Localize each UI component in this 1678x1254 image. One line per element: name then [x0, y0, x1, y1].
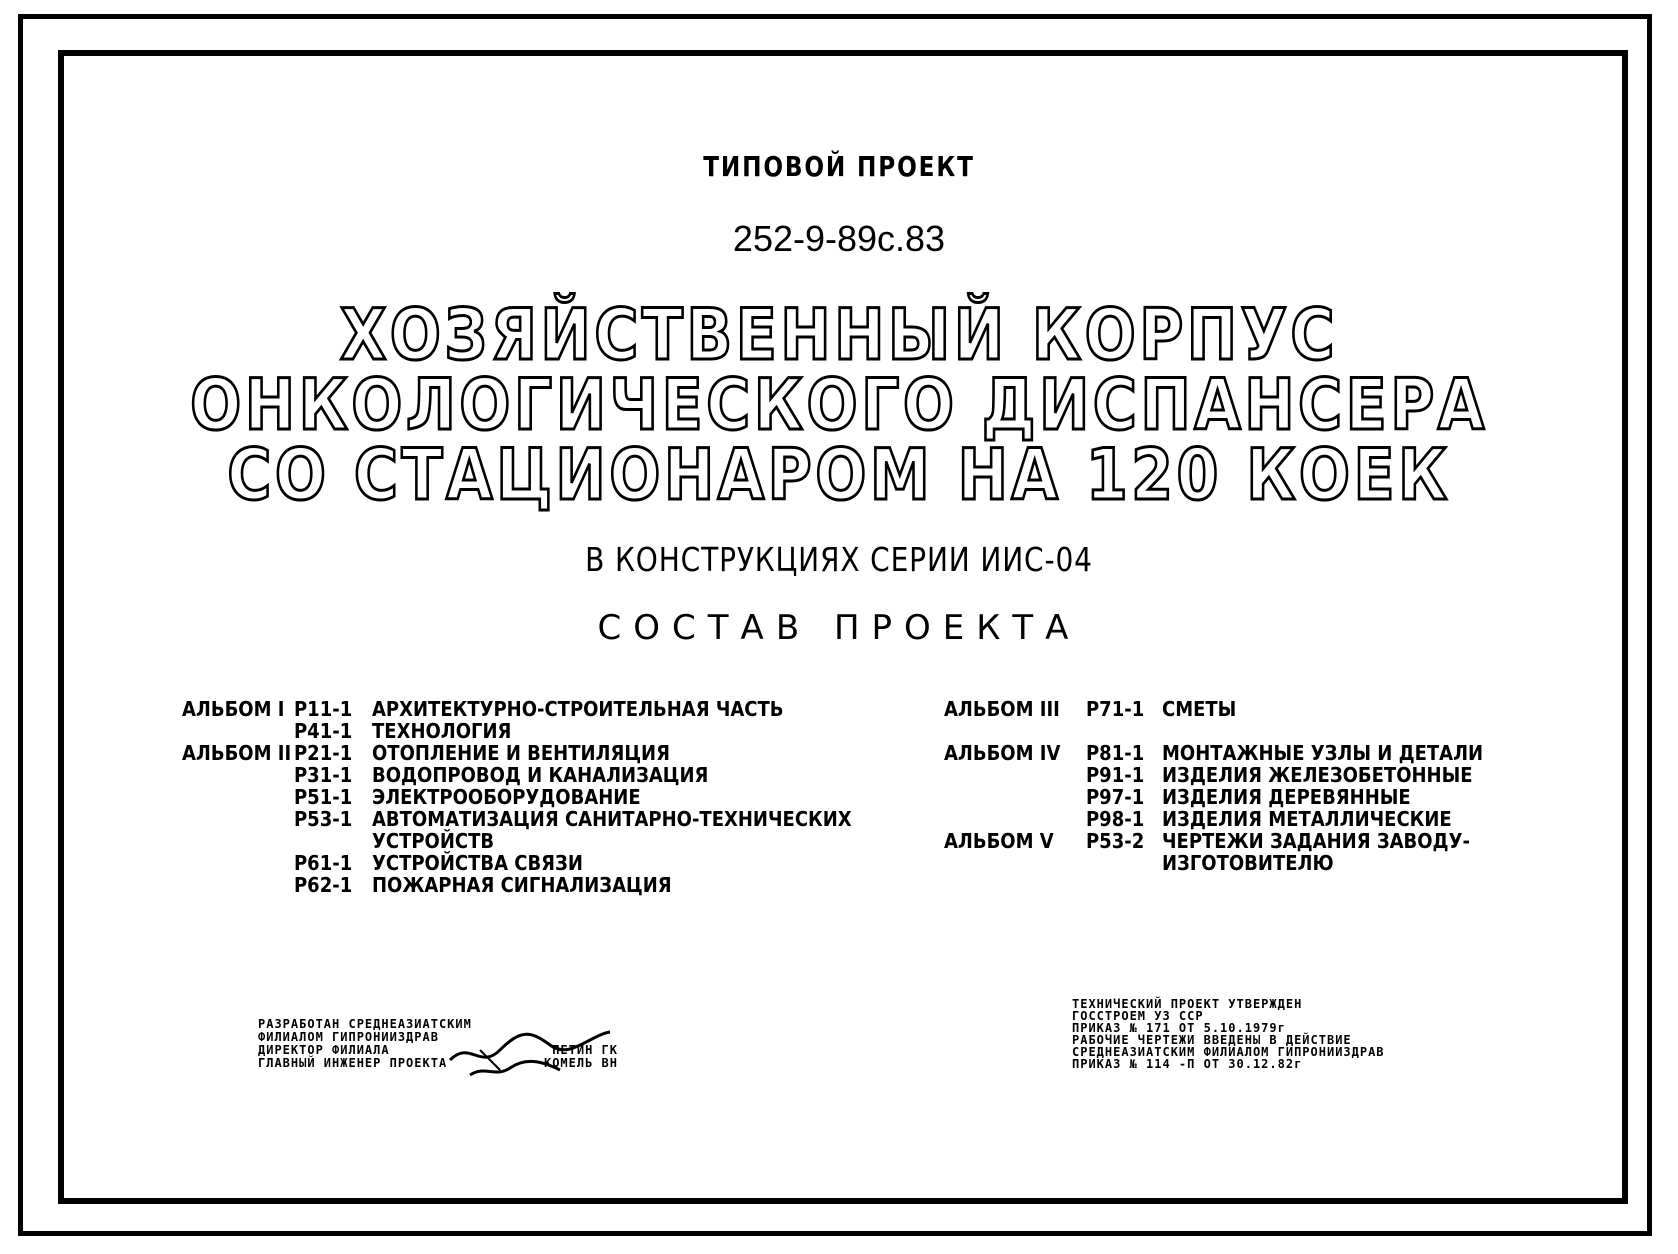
director-name: ПЕТИН ГК — [552, 1043, 618, 1057]
signature-icon — [440, 1020, 620, 1080]
doc-code: Р71-1 — [1086, 697, 1145, 721]
album-label: АЛЬБОМ IV — [944, 741, 1061, 765]
doc-code: Р51-1 — [294, 785, 353, 809]
title-line-2: ОНКОЛОГИЧЕСКОГО ДИСПАНСЕРА — [190, 364, 1488, 446]
doc-code: Р21-1 — [294, 741, 353, 765]
list-item — [944, 764, 1504, 786]
album-label: АЛЬБОМ V — [944, 829, 1054, 853]
title-line-3: СО СТАЦИОНАРОМ НА 120 КОЕК — [227, 434, 1451, 516]
approval-line: РАБОЧИЕ ЧЕРТЕЖИ ВВЕДЕНЫ В ДЕЙСТВИЕ — [1072, 1033, 1352, 1047]
doc-code: Р31-1 — [294, 763, 353, 787]
approval-line: СРЕДНЕАЗИАТСКИМ ФИЛИАЛОМ ГИПРОНИИЗДРАВ — [1072, 1045, 1385, 1059]
list-item — [182, 830, 842, 852]
doc-code: Р61-1 — [294, 851, 353, 875]
list-item — [182, 874, 842, 896]
developer-line: ФИЛИАЛОМ ГИПРОНИИЗДРАВ — [258, 1030, 439, 1044]
doc-title: ЧЕРТЕЖИ ЗАДАНИЯ ЗАВОДУ- — [1162, 829, 1470, 853]
doc-title: АРХИТЕКТУРНО-СТРОИТЕЛЬНАЯ ЧАСТЬ — [372, 697, 784, 721]
developer-line: РАЗРАБОТАН СРЕДНЕАЗИАТСКИМ — [258, 1017, 472, 1031]
doc-code: Р91-1 — [1086, 763, 1145, 787]
doc-title: ИЗДЕЛИЯ МЕТАЛЛИЧЕСКИЕ — [1162, 807, 1452, 831]
doc-title: ЭЛЕКТРООБОРУДОВАНИЕ — [372, 785, 641, 809]
list-item — [944, 742, 1504, 764]
approval-line: ПРИКАЗ № 114 -П ОТ 30.12.82г — [1072, 1057, 1303, 1071]
doc-title: ИЗДЕЛИЯ ЖЕЛЕЗОБЕТОННЫЕ — [1162, 763, 1473, 787]
approval-block — [1072, 998, 1385, 1070]
list-item — [944, 786, 1504, 808]
project-code: 252-9-89с.83 — [732, 218, 946, 259]
doc-title: УСТРОЙСТВ — [372, 829, 495, 853]
doc-title: ИЗГОТОВИТЕЛЮ — [1162, 851, 1334, 875]
title-line-1: ХОЗЯЙСТВЕННЫЙ КОРПУС — [339, 294, 1339, 376]
approval-line: ПРИКАЗ № 171 ОТ 5.10.1979г — [1072, 1021, 1286, 1035]
doc-code: Р11-1 — [294, 697, 353, 721]
list-item — [944, 852, 1504, 874]
list-item — [944, 720, 1504, 742]
approval-line: ТЕХНИЧЕСКИЙ ПРОЕКТ УТВЕРЖДЕН — [1072, 997, 1303, 1011]
project-title — [117, 294, 1560, 516]
doc-code: Р53-2 — [1086, 829, 1145, 853]
doc-code: Р98-1 — [1086, 807, 1145, 831]
doc-code: Р41-1 — [294, 719, 353, 743]
doc-title: АВТОМАТИЗАЦИЯ САНИТАРНО-ТЕХНИЧЕСКИХ — [372, 807, 852, 831]
list-item — [182, 807, 852, 831]
doc-title: ИЗДЕЛИЯ ДЕРЕВЯННЫЕ — [1162, 785, 1411, 809]
list-item — [182, 764, 842, 786]
project-kind: ТИПОВОЙ ПРОЕКТ — [703, 150, 975, 183]
section-title: СОСТАВ ПРОЕКТА — [597, 608, 1081, 648]
list-item — [944, 698, 1504, 720]
album-label: АЛЬБОМ III — [944, 697, 1060, 721]
chief-engineer-label: ГЛАВНЫЙ ИНЖЕНЕР ПРОЕКТА — [258, 1056, 448, 1070]
albums-left-list — [182, 697, 852, 897]
list-item — [182, 742, 842, 764]
album-label: АЛЬБОМ I — [182, 697, 285, 721]
doc-title: ПОЖАРНАЯ СИГНАЛИЗАЦИЯ — [372, 873, 672, 897]
list-item — [182, 698, 842, 720]
chief-engineer-name: КОМЕЛЬ ВН — [543, 1056, 618, 1070]
album-label: АЛЬБОМ II — [182, 741, 292, 765]
doc-title: МОНТАЖНЫЕ УЗЛЫ И ДЕТАЛИ — [1162, 741, 1484, 765]
list-item — [944, 830, 1504, 852]
construction-series: В КОНСТРУКЦИЯХ СЕРИИ ИИС-04 — [585, 540, 1093, 579]
list-item — [182, 786, 842, 808]
doc-title: СМЕТЫ — [1162, 697, 1237, 721]
doc-title: ВОДОПРОВОД И КАНАЛИЗАЦИЯ — [372, 763, 709, 787]
list-item — [182, 720, 842, 742]
director-label: ДИРЕКТОР ФИЛИАЛА — [258, 1043, 390, 1057]
doc-code: Р62-1 — [294, 873, 353, 897]
approval-line: ГОССТРОЕМ УЗ ССР — [1072, 1009, 1204, 1023]
doc-code: Р81-1 — [1086, 741, 1145, 765]
doc-title: ТЕХНОЛОГИЯ — [372, 719, 512, 743]
albums-right-list — [944, 698, 1504, 874]
doc-title: УСТРОЙСТВА СВЯЗИ — [372, 851, 583, 875]
doc-code: Р53-1 — [294, 807, 353, 831]
doc-code: Р97-1 — [1086, 785, 1145, 809]
list-item — [182, 852, 842, 874]
list-item — [944, 808, 1504, 830]
doc-title: ОТОПЛЕНИЕ И ВЕНТИЛЯЦИЯ — [372, 741, 670, 765]
